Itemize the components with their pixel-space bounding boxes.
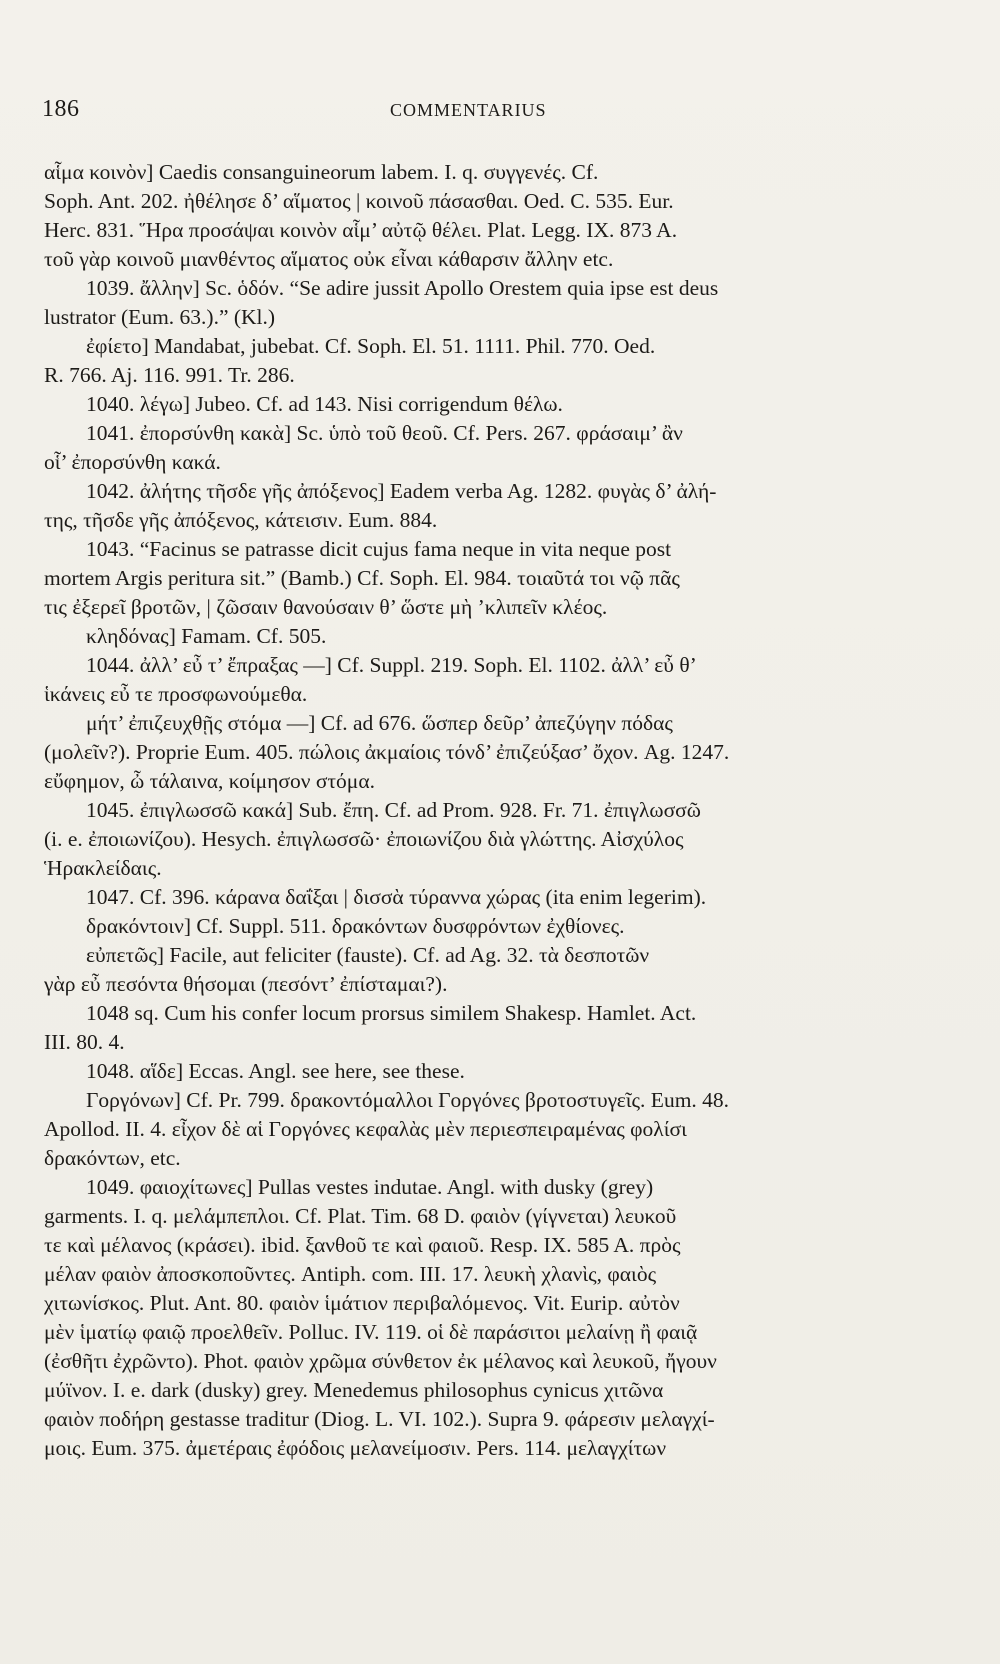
text-line: 1048. αἵδε] Eccas. Angl. see here, see these. bbox=[86, 1059, 465, 1083]
text-line: Herc. 831. Ἥρα προσάψαι κοινὸν αἷμ’ αὐτῷ θέλει. Plat. Legg. IX. 873 A. bbox=[44, 218, 678, 242]
text-line: 1041. ἐπορσύνθη κακὰ] Sc. ὑπὸ τοῦ θεοῦ. Cf. Pers. 267. φράσαιμ’ ἂν bbox=[86, 421, 683, 445]
text-line: μοις. Eum. 375. ἀμετέραις ἐφόδοις μελανείμοσιν. Pers. 114. μελαγχίτων bbox=[44, 1436, 667, 1460]
running-title: COMMENTARIUS bbox=[390, 100, 547, 120]
text-line: Γοργόνων] Cf. Pr. 799. δρακοντόμαλλοι Γοργόνες βροτοστυγεῖς. Eum. 48. bbox=[86, 1088, 730, 1112]
text-line: 1043. “Facinus se patrasse dicit cujus fama neque in vita neque post bbox=[86, 537, 672, 561]
text-line: 1048 sq. Cum his confer locum prorsus similem Shakesp. Hamlet. Act. bbox=[86, 1001, 697, 1025]
text-line: μέλαν φαιὸν ἀποσκοποῦντες. Antiph. com. III. 17. λευκὴ χλανὶς, φαιὸς bbox=[44, 1262, 657, 1286]
text-line: mortem Argis peritura sit.” (Bamb.) Cf. Soph. El. 984. τοιαῦτά τοι νῷ πᾶς bbox=[44, 566, 680, 590]
text-line: ἐφίετο] Mandabat, jubebat. Cf. Soph. El. 51. 1111. Phil. 770. Oed. bbox=[86, 334, 656, 358]
text-line: III. 80. 4. bbox=[44, 1030, 125, 1054]
text-line: 1049. φαιοχίτωνες] Pullas vestes indutae. Angl. with dusky (grey) bbox=[86, 1175, 654, 1199]
text-line: (i. e. ἐποιωνίζου). Hesych. ἐπιγλωσσῶ· ἐποιωνίζου διὰ γλώττης. Αἰσχύλος bbox=[44, 827, 684, 851]
text-line: φαιὸν ποδήρη gestasse traditur (Diog. L. VI. 102.). Supra 9. φάρεσιν μελαγχί- bbox=[44, 1407, 715, 1431]
text-line: 1039. ἄλλην] Sc. ὁδόν. “Se adire jussit Apollo Orestem quia ipse est deus bbox=[86, 276, 719, 300]
text-line: 1044. ἀλλ’ εὖ τ’ ἔπραξας —] Cf. Suppl. 219. Soph. El. 1102. ἀλλ’ εὖ θ’ bbox=[86, 653, 697, 677]
text-line: τε καὶ μέλανος (κράσει). ibid. ξανθοῦ τε καὶ φαιοῦ. Resp. IX. 585 A. πρὸς bbox=[44, 1233, 681, 1257]
text-line: τις ἐξερεῖ βροτῶν, | ζῶσαιν θανούσαιν θ’ ὥστε μὴ ’κλιπεῖν κλέος. bbox=[44, 595, 608, 619]
text-line: χιτωνίσκος. Plut. Ant. 80. φαιὸν ἱμάτιον περιβαλόμενος. Vit. Eurip. αὐτὸν bbox=[44, 1291, 680, 1315]
text-line: οἷ’ ἐπορσύνθη κακά. bbox=[44, 450, 221, 474]
text-line: Soph. Ant. 202. ἠθέλησε δ’ αἵματος | κοινοῦ πάσασθαι. Oed. C. 535. Eur. bbox=[44, 189, 674, 213]
text-line: εὔφημον, ὦ τάλαινα, κοίμησον στόμα. bbox=[44, 769, 375, 793]
text-line: μύϊνον. I. e. dark (dusky) grey. Menedemus philosophus cynicus χιτῶνα bbox=[44, 1378, 664, 1402]
text-line: garments. I. q. μελάμπεπλοι. Cf. Plat. Tim. 68 D. φαιὸν (γίγνεται) λευκοῦ bbox=[44, 1204, 677, 1228]
text-line: μήτ’ ἐπιζευχθῇς στόμα —] Cf. ad 676. ὥσπερ δεῦρ’ ἀπεζύγην πόδας bbox=[86, 711, 673, 735]
text-line: 1045. ἐπιγλωσσῶ κακά] Sub. ἔπη. Cf. ad Prom. 928. Fr. 71. ἐπιγλωσσῶ bbox=[86, 798, 701, 822]
text-line: αἷμα κοινὸν] Caedis consanguineorum labem. I. q. συγγενές. Cf. bbox=[44, 160, 599, 184]
text-line: τοῦ γὰρ κοινοῦ μιανθέντος αἵματος οὐκ εἶναι κάθαρσιν ἄλλην etc. bbox=[44, 247, 614, 271]
text-line: R. 766. Aj. 116. 991. Tr. 286. bbox=[44, 363, 295, 387]
text-line: (μολεῖν?). Proprie Eum. 405. πώλοις ἀκμαίοις τόνδ’ ἐπιζεύξασ’ ὄχον. Ag. 1247. bbox=[44, 740, 730, 764]
commentary-text bbox=[44, 158, 900, 1638]
page-header bbox=[42, 96, 862, 136]
text-line: (ἐσθῆτι ἐχρῶντο). Phot. φαιὸν χρῶμα σύνθετον ἐκ μέλανος καὶ λευκοῦ, ἤγουν bbox=[44, 1349, 717, 1373]
text-line: δρακόντοιν] Cf. Suppl. 511. δρακόντων δυσφρόντων ἐχθίονες. bbox=[86, 914, 625, 938]
text-line: κληδόνας] Famam. Cf. 505. bbox=[86, 624, 327, 648]
text-line: εὐπετῶς] Facile, aut feliciter (fauste). Cf. ad Ag. 32. τὰ δεσποτῶν bbox=[86, 943, 650, 967]
text-line: γὰρ εὖ πεσόντα θήσομαι (πεσόντ’ ἐπίσταμαι?). bbox=[44, 972, 448, 996]
text-line: 1042. ἀλήτης τῆσδε γῆς ἀπόξενος] Eadem verba Ag. 1282. φυγὰς δ’ ἀλή- bbox=[86, 479, 717, 503]
text-line: της, τῆσδε γῆς ἀπόξενος, κάτεισιν. Eum. 884. bbox=[44, 508, 438, 532]
text-line: ἱκάνεις εὖ τε προσφωνούμεθα. bbox=[44, 682, 308, 706]
text-line: 1040. λέγω] Jubeo. Cf. ad 143. Nisi corrigendum θέλω. bbox=[86, 392, 563, 416]
text-line: μὲν ἱματίῳ φαιῷ προελθεῖν. Polluc. IV. 119. οἱ δὲ παράσιτοι μελαίνῃ ἢ φαιᾷ bbox=[44, 1320, 698, 1344]
page-number: 186 bbox=[42, 96, 80, 122]
text-line: lustrator (Eum. 63.).” (Kl.) bbox=[44, 305, 276, 329]
text-line: 1047. Cf. 396. κάρανα δαΐξαι | δισσὰ τύραννα χώρας (ita enim legerim). bbox=[86, 885, 707, 909]
text-line: Ἡρακλείδαις. bbox=[44, 856, 162, 880]
text-line: δρακόντων, etc. bbox=[44, 1146, 181, 1170]
text-line: Apollod. II. 4. εἶχον δὲ αἱ Γοργόνες κεφαλὰς μὲν περιεσπειραμένας φολίσι bbox=[44, 1117, 687, 1141]
